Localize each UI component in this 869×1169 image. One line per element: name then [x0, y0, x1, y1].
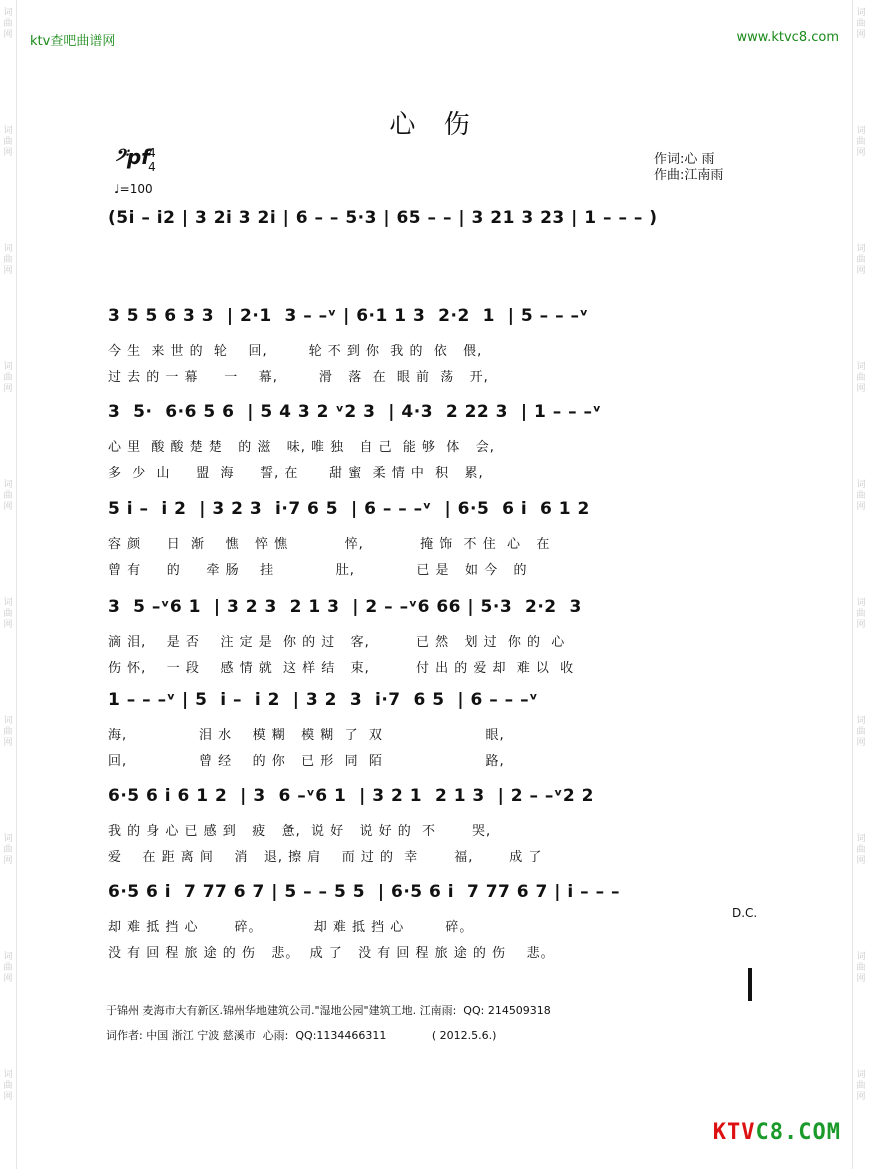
watermark-text: 词 曲 网: [856, 8, 866, 40]
watermark-text: 词 曲 网: [856, 480, 866, 512]
watermark-text: 词 曲 网: [856, 126, 866, 158]
staff-notes: 1 – – –ᵛ | 5 i – i 2 | 3 2 3 i·7 6 5 | 6 – – –ᵛ: [108, 690, 539, 710]
staff-notes: 5 i – i 2 | 3 2 3 i·7 6 5 | 6 – – –ᵛ | 6·5 6 i 6 1 2: [108, 499, 590, 519]
watermark-text: 词 曲 网: [856, 1070, 866, 1102]
lyric-line: 伤 怀, 一 段 感 情 就 这 样 结 束, 付 出 的 爱 却 难 以 收: [108, 661, 575, 676]
watermark-text: 词 曲 网: [3, 126, 13, 158]
staff-line: [100, 876, 760, 906]
intro-staff: [100, 202, 760, 232]
lyricist: 作词:心 雨: [654, 152, 715, 167]
staff-line: [100, 780, 760, 810]
site-url-right[interactable]: www.ktvc8.com: [736, 30, 839, 45]
watermark-text: 词 曲 网: [3, 952, 13, 984]
watermark-text: 词 曲 网: [3, 244, 13, 276]
logo-part-1: KTV: [712, 1120, 756, 1145]
lyric-line: 容 颜 日 渐 憔 悴 憔 悴, 掩 饰 不 住 心 在: [108, 537, 551, 552]
time-signature: [146, 146, 158, 174]
staff-line: [100, 591, 760, 621]
lyric-line: 爱 在 距 离 间 消 退, 擦 肩 而 过 的 幸 福, 成 了: [108, 850, 543, 865]
lyric-line: 多 少 山 盟 海 誓, 在 甜 蜜 柔 情 中 积 累,: [108, 466, 484, 481]
site-name-left[interactable]: ktv查吧曲谱网: [30, 34, 116, 49]
staff-notes: 3 5 –ᵛ6 1 | 3 2 3 2 1 3 | 2 – –ᵛ6 66 | 5·3 2·2 3: [108, 597, 582, 617]
credits: [654, 152, 723, 184]
composer: 作曲:江南雨: [654, 168, 724, 183]
tempo-marking: ♩=100: [114, 182, 153, 196]
watermark-text: 词 曲 网: [3, 1070, 13, 1102]
lyric-line: 海, 泪 水 模 糊 模 糊 了 双 眼,: [108, 728, 505, 743]
watermark-text: 词 曲 网: [856, 362, 866, 394]
watermark-text: 词 曲 网: [856, 952, 866, 984]
end-barline: [748, 968, 752, 1001]
staff-line: [100, 684, 760, 714]
clef-icon: 𝄢pf: [114, 145, 150, 169]
lyric-line: 却 难 抵 挡 心 碎。 却 难 抵 挡 心 碎。: [108, 920, 474, 935]
staff-line: [100, 493, 760, 523]
lyric-line: 今 生 来 世 的 轮 回, 轮 不 到 你 我 的 依 偎,: [108, 344, 483, 359]
watermark-text: 词 曲 网: [856, 598, 866, 630]
left-watermark-strip: [0, 0, 17, 1169]
lyric-line: 滴 泪, 是 否 注 定 是 你 的 过 客, 已 然 划 过 你 的 心: [108, 635, 566, 650]
lyric-line: 没 有 回 程 旅 途 的 伤 悲。 成 了 没 有 回 程 旅 途 的 伤 悲。: [108, 946, 555, 961]
time-bottom: 4: [148, 160, 156, 174]
watermark-text: 词 曲 网: [856, 244, 866, 276]
watermark-text: 词 曲 网: [3, 8, 13, 40]
intro-notes: (5i – i2 | 3 2i 3 2i | 6 – – 5·3 | 65 – – | 3 21 3 23 | 1 – – – ): [108, 208, 658, 228]
site-logo[interactable]: [713, 1120, 841, 1145]
lyric-line: 过 去 的 一 幕 一 幕, 滑 落 在 眼 前 荡 开,: [108, 370, 489, 385]
watermark-text: 词 曲 网: [856, 716, 866, 748]
lyric-line: 我 的 身 心 已 感 到 疲 惫, 说 好 说 好 的 不 哭,: [108, 824, 492, 839]
song-title: 心 伤: [389, 110, 480, 140]
footer-line-2: 词作者: 中国 浙江 宁波 慈溪市 心雨: QQ:1134466311 ( 2012.5.6.): [106, 1029, 497, 1042]
lyric-line: 回, 曾 经 的 你 已 形 同 陌 路,: [108, 754, 505, 769]
staff-notes: 3 5 5 6 3 3 | 2·1 3 – –ᵛ | 6·1 1 3 2·2 1 | 5 – – –ᵛ: [108, 306, 589, 326]
watermark-text: 词 曲 网: [3, 362, 13, 394]
lyric-line: 曾 有 的 牵 肠 挂 肚, 已 是 如 今 的: [108, 563, 528, 578]
watermark-text: 词 曲 网: [3, 834, 13, 866]
watermark-text: 词 曲 网: [856, 834, 866, 866]
staff-notes: 3 5· 6·6 5 6 | 5 4 3 2 ᵛ2 3 | 4·3 2 22 3 | 1 – – –ᵛ: [108, 402, 602, 422]
footer-line-1: 于锦州 麦海市大有新区.锦州华地建筑公司."湿地公园"建筑工地. 江南雨: QQ: 214509318: [106, 1004, 551, 1017]
staff-notes: 6·5 6 i 7 77 6 7 | 5 – – 5 5 | 6·5 6 i 7 77 6 7 | i – – –: [108, 882, 620, 902]
watermark-text: 词 曲 网: [3, 598, 13, 630]
staff-line: [100, 300, 760, 330]
logo-part-2: C8.COM: [755, 1120, 841, 1145]
staff-line: [100, 396, 760, 426]
staff-notes: 6·5 6 i 6 1 2 | 3 6 –ᵛ6 1 | 3 2 1 2 1 3 | 2 – –ᵛ2 2: [108, 786, 594, 806]
lyric-line: 心 里 酸 酸 楚 楚 的 滋 味, 唯 独 自 己 能 够 体 会,: [108, 440, 495, 455]
right-watermark-strip: [852, 0, 869, 1169]
watermark-text: 词 曲 网: [3, 480, 13, 512]
watermark-text: 词 曲 网: [3, 716, 13, 748]
dc-mark: D.C.: [732, 906, 758, 920]
time-top: 4: [148, 146, 156, 160]
